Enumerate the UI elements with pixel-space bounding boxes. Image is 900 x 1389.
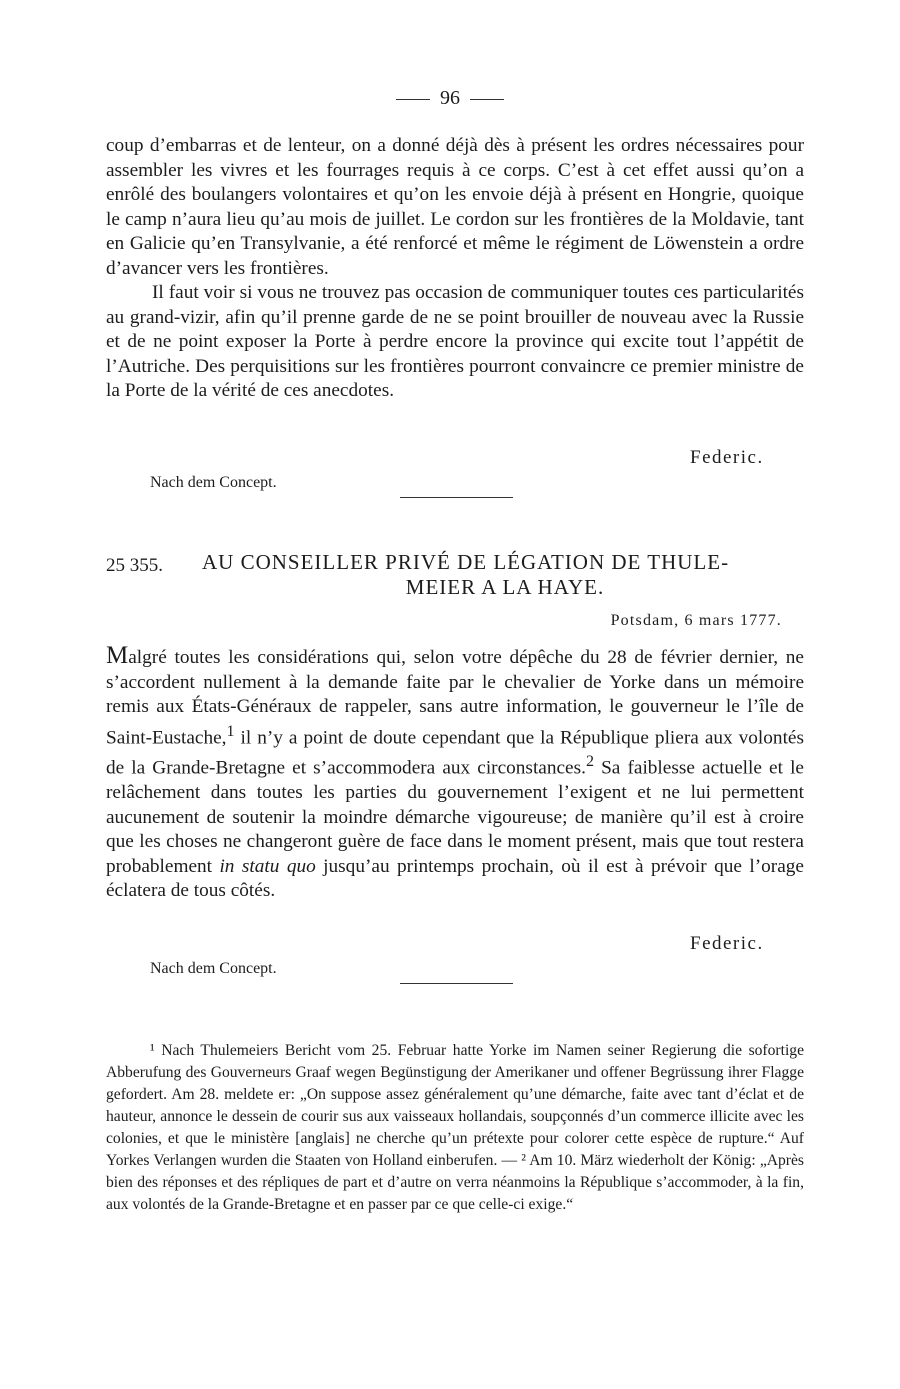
letter1-signature: Federic. [690, 447, 764, 468]
footnote-ref-2: 2 [585, 753, 594, 771]
letter2-text-part2: il n’y a point de doute cependant que la République pliera aux volontés de la Grande-Bretagne et s’accommodera aux circonstances. [106, 726, 804, 779]
letter1-body [106, 134, 804, 404]
letter2-text-part4: jusqu’au printemps prochain, où il est à prévoir que l’orage éclatera de tous côtés. [106, 855, 804, 902]
letter2-text-part1: algré toutes les considérations qui, selon votre dépêche du 28 de février dernier, ne s’accordent nullement à la demande faite par le chevalier de Yorke dans un mémoire remis aux États-Généraux de rappeler, sans autre information, le gouverneur le l’île de Saint-Eustache, [106, 647, 804, 748]
letter1-source: Nach dem Concept. [150, 474, 277, 491]
page-number-dash-right [470, 99, 504, 100]
page-number [0, 86, 900, 110]
letter2-separator [400, 983, 513, 984]
letter2-initial: M [106, 642, 129, 669]
letter2-body [106, 644, 804, 904]
page-number-text: 96 [440, 87, 460, 109]
letter2-title-line1: AU CONSEILLER PRIVÉ DE LÉGATION DE THULE- [202, 550, 730, 574]
page-number-dash-left [396, 99, 430, 100]
letter1-paragraph1: coup d’embarras et de lenteur, on a donné déjà dès à présent les ordres nécessaires pour assembler les vivres et les fourrages requis à ce corps. C’est à cet effet aussi qu’on a enrôlé des boulangers volontaires et qu’on les envoie déjà à présent en Hongrie, quoique le camp n’aura lieu qu’au mois de juillet. Le cordon sur les frontières de la Moldavie, tant en Galicie qu’en Transylvanie, a été renforcé et même le régiment de Löwenstein a ordre d’avancer vers les frontières. [106, 135, 804, 279]
letter2-number: 25 355. [106, 555, 163, 576]
letter1-paragraph2: Il faut voir si vous ne trouvez pas occasion de communiquer toutes ces particularités au grand-vizir, afin qu’il prenne garde de ne se point brouiller de nouveau avec la Russie et de ne point exposer la Porte à perdre encore la province qui excite tout l’appétit de l’Autriche. Des perquisitions sur les frontières pourront convaincre ce premier ministre de la Porte de la vérité de ces anecdotes. [106, 282, 804, 401]
letter2-paragraph [106, 644, 804, 904]
footnotes-text: ¹ Nach Thulemeiers Bericht vom 25. Februar hatte Yorke im Namen seiner Regierung die sofortige Abberufung des Gouverneurs Graaf wegen Begünstigung der Amerikaner und offener Begrüssung ihrer Flagge gefordert. Am 28. meldete er: „On suppose assez généralement qu’une démarche, faite avec tant d’éclat et de hauteur, annonce le dessein de courir sus aux vaisseaux hollandais, soupçonnés d’un commerce illicite avec les colonies, et que le ministère [anglais] ne cherche qu’un prétexte pour colorer cette espèce de rupture.“ Auf Yorkes Verlangen wurden die Staaten von Holland einberufen. — ² Am 10. März wiederholt der König: „Après bien des réponses et des répliques de part et d’autre on verra néanmoins la République s’accommoder, à la fin, aux volontés de la Grande-Bretagne et en passer par ce que celle-ci exige.“ [106, 1042, 804, 1213]
letter2-signature: Federic. [690, 933, 764, 954]
letter2-title-line2: MEIER A LA HAYE. [405, 575, 605, 599]
letter2-text-part3: Sa faiblesse actuelle et le relâchement dans toutes les parties du gouvernement l’exigent et ne lui permettent aucunement de soutenir la moindre démarche vigoureuse; de manière qu’il est à croire que les choses ne changeront guère de face dans le moment présent, mais que tout restera probablement [106, 757, 804, 877]
letter1-separator [400, 497, 513, 498]
letter2-dateline: Potsdam, 6 mars 1777. [610, 612, 782, 629]
letter2-italic-phrase: in statu quo [219, 855, 316, 877]
footnotes [106, 1040, 804, 1216]
footnote-ref-1: 1 [226, 722, 235, 740]
letter2-source: Nach dem Concept. [150, 960, 277, 977]
letter2-heading [106, 550, 804, 600]
